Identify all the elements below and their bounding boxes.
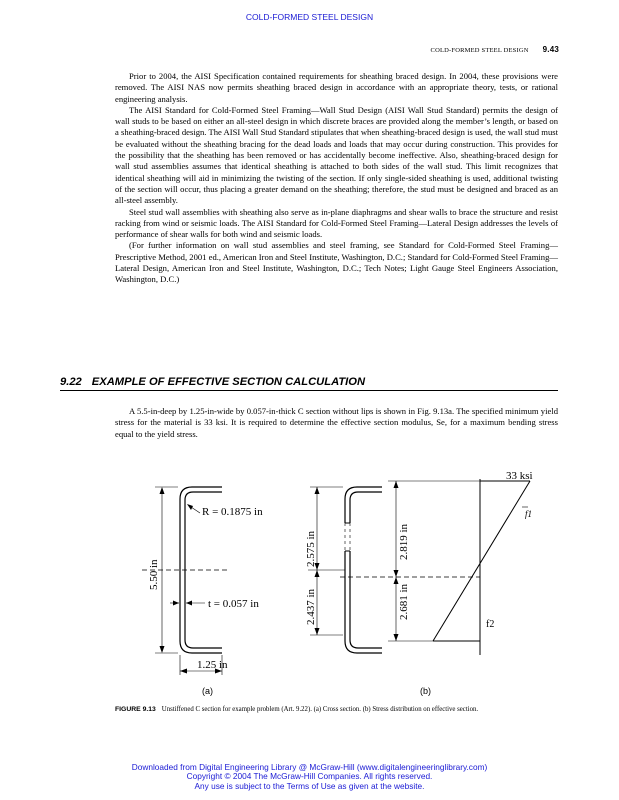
section-paragraph: A 5.5-in-deep by 1.25-in-wide by 0.057-in-thick C section without lips is shown in Fig. 9.13a. The specified minimum yield stress for the material is 33 ksi. It is required to determine the effective section modulus, Se, for a maximum bending stress equal to the yield stress. [115,406,558,439]
paragraph-1: Prior to 2004, the AISI Specification contained requirements for sheathing braced design. In 2004, these provisions were removed. The AISI NAS now permits sheathing braced design in accordance with an appropriate theory, tests, or rational engineering analysis. [115,71,558,104]
depth-label: 5.50 in [148,559,160,590]
arrowheads-b [315,481,399,641]
stress-diagonal [433,481,533,641]
caption-label: FIGURE 9.13 [115,706,156,713]
top-banner: COLD-FORMED STEEL DESIGN [245,12,374,22]
effective-section-b [308,479,533,655]
section-number: 9.22 [60,376,82,388]
caption-text: Unstiffened C section for example problem (Art. 9.22). (a) Cross section. (b) Stress distribution on effective section. [161,706,479,713]
figure-caption [115,705,535,715]
paragraph-3: Steel stud wall assemblies with sheathing also serve as in-plane diaphragms and shear walls to brace the structure and resist racking from wind or seismic loads. The AISI Standard for Cold-Formed Steel Framing—Lateral Design addresses the levels of performance of shear walls for both wind and seismic loads. [115,206,558,240]
top-dim-right-label: 2.819 in [398,523,410,560]
section-body [115,406,558,440]
bottom-dim-right-label: 2.681 in [398,583,410,620]
footer-line-3: Any use is subject to the Terms of Use as given at the website. [194,780,425,791]
running-head [431,45,559,54]
sub-b-label: (b) [420,686,431,696]
body-text [115,71,558,286]
paragraph-2: The AISI Standard for Cold-Formed Steel Framing—Wall Stud Design (AISI Wall Stud Standard) permits the design of wall studs to be based on either an all-steel design in which discrete braces are provided along the member’s length, or based on a sheathing-braced design. The AISI Wall Stud Standard stipulates that when sheathing-braced design is used, the wall stud must be evaluated without the sheathing bracing for the dead loads and loads that may occur during construction. This provides for the possibility that the sheathing has been removed or has accidentally become ineffective. Also, sheathing-braced design for wall stud assemblies assumes that identical sheathing is attached to both sides of the wall stud. This limit recognizes that identical sheathing will aid in minimizing the twisting of the section. If only single-sided sheathing is used, additional twisting of the section will occur, thus placing a greater demand on the sheathing; therefore, the stud must be designed and braced as an all-steel assembly. [115,104,558,206]
f2-label: f2 [486,619,495,630]
bottom-dim-left-label: 2.437 in [305,588,317,625]
radius-label: R = 0.1875 in [202,506,263,518]
f1-label: f1 [525,509,533,519]
top-flange-inner [350,492,382,523]
top-dim-left-label: 2.575 in [305,530,317,567]
stress-label: 33 ksi [506,470,533,482]
width-label: 1.25 in [197,659,228,671]
footer-line-2: Copyright © 2004 The McGraw-Hill Companies. All rights reserved. [186,771,433,782]
section-title: EXAMPLE OF EFFECTIVE SECTION CALCULATION [91,376,366,388]
figure-9-13 [130,465,550,697]
section-heading [60,376,558,391]
footer-line-1[interactable]: Downloaded from Digital Engineering Library @ McGraw-Hill (www.digitalengineeringlibrary.com) [131,762,488,772]
footer [0,763,619,791]
bottom-web-inner [350,551,382,648]
thickness-label: t = 0.057 in [208,598,259,610]
sub-a-label: (a) [202,686,213,696]
page-number: 9.43 [542,45,559,54]
figure-drawing [130,465,550,697]
running-head-title: COLD-FORMED STEEL DESIGN [430,47,529,54]
paragraph-4: (For further information on wall stud assemblies and steel framing, see Standard for Cold-Formed Steel Framing—Prescriptive Method, 2001 ed., American Iron and Steel Institute, Washington, D.C.; Standard for Cold-Formed Steel Framing—Lateral Design, American Iron and Steel Institute, Washington, D.C.; Tech Notes; Light Gauge Steel Engineers Association, Washington, D.C.) [115,240,558,285]
